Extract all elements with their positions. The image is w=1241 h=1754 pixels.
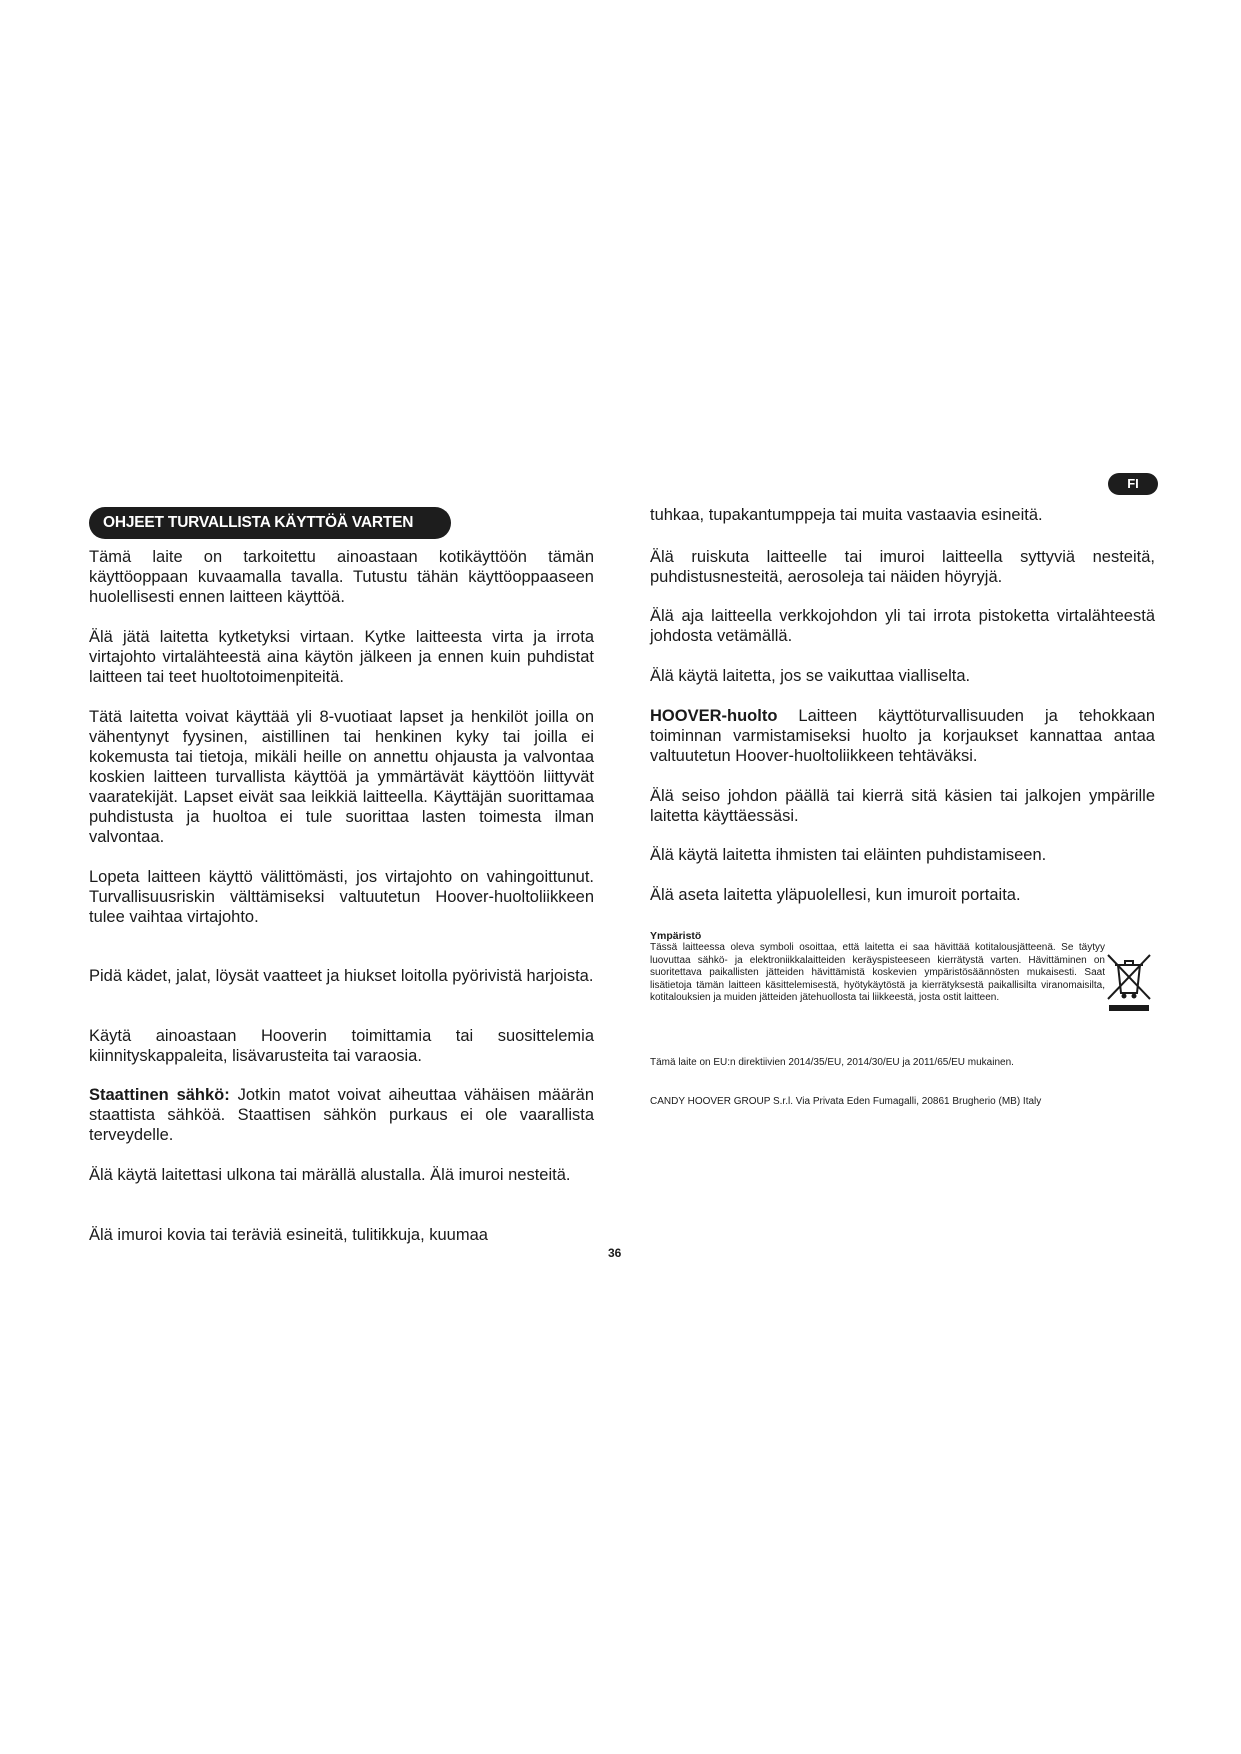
static-text: Jotkin matot voivat aiheuttaa vähäisen määrän staattista sähköä. Staattisen sähkön purkaus ei ole vaarallista terveydelle. — [89, 1086, 594, 1144]
language-badge: FI — [1108, 473, 1158, 495]
page-number: 36 — [608, 1246, 622, 1260]
paragraph-intended-use: Tämä laite on tarkoitettu ainoastaan kotikäyttöön tämän käyttöoppaan kuvaamalla tavalla. Tutustu tähän käyttöoppaaseen huolellisesti ennen laitteen käyttöä. — [89, 548, 594, 606]
paragraph-stairs: Älä aseta laitetta yläpuolellesi, kun imuroit portaita. — [650, 886, 1021, 904]
paragraph-accessories: Käytä ainoastaan Hooverin toimittamia tai suosittelemia kiinnityskappaleita, lisävarusteita tai varaosia. — [89, 1027, 594, 1065]
paragraph-static — [89, 1085, 594, 1145]
paragraph-faulty: Älä käytä laitetta, jos se vaikuttaa vialliselta. — [650, 667, 971, 685]
paragraph-flammable: Älä ruiskuta laitteelle tai imuroi laitteella syttyviä nesteitä, puhdistusnesteitä, aerosoleja tai näiden höyryjä. — [650, 548, 1155, 586]
paragraph-children: Tätä laitetta voivat käyttää yli 8-vuotiaat lapset ja henkilöt joilla on vähentynyt fyysinen, aistillinen tai henkinen kyky tai joilla ei kokemusta tai tietoja, mikäli heille on annettu ohjausta ja valvontaa koskien laitteen turvallista käyttöä ja ymmärtävät käyttöön liittyvät vaaratekijät. Lapset eivät saa leikkiä laitteella. Käyttäjän suorittamaa puhdistusta ja huoltoa ei tule suorittaa lasten toimesta ilman valvontaa. — [89, 708, 594, 846]
paragraph-unplug: Älä jätä laitetta kytketyksi virtaan. Kytke laitteesta virta ja irrota virtajohto virtalähteestä aina käytön jälkeen ja ennen kuin puhdistat laitteen tai teet huoltotoimenpiteitä. — [89, 628, 594, 686]
paragraph-brushes: Pidä kädet, jalat, löysät vaatteet ja hiukset loitolla pyörivistä harjoista. — [89, 967, 594, 985]
company-address: CANDY HOOVER GROUP S.r.l. Via Privata Eden Fumagalli, 20861 Brugherio (MB) Italy — [650, 1096, 1042, 1107]
paragraph-people-animals: Älä käytä laitetta ihmisten tai eläinten puhdistamiseen. — [650, 846, 1047, 864]
paragraph-service — [650, 706, 1155, 766]
section-title: OHJEET TURVALLISTA KÄYTTÖÄ VARTEN — [89, 507, 451, 539]
paragraph-ashes: tuhkaa, tupakantumppeja tai muita vastaavia esineitä. — [650, 506, 1043, 524]
paragraph-outdoors: Älä käytä laitettasi ulkona tai märällä alustalla. Älä imuroi nesteitä. — [89, 1166, 571, 1184]
directive-text: Tämä laite on EU:n direktiivien 2014/35/EU, 2014/30/EU ja 2011/65/EU mukainen. — [650, 1057, 1014, 1068]
static-label: Staattinen sähkö: — [89, 1086, 230, 1104]
environment-title: Ympäristö — [650, 930, 702, 942]
paragraph-cord: Älä aja laitteella verkkojohdon yli tai irrota pistoketta virtalähteestä johdosta vetämällä. — [650, 607, 1155, 645]
paragraph-damaged-cord: Lopeta laitteen käyttö välittömästi, jos virtajohto on vahingoittunut. Turvallisuusriskin välttämiseksi valtuutetun Hoover-huoltoliikkeen tulee vaihtaa virtajohto. — [89, 868, 594, 926]
service-text: Laitteen käyttöturvallisuuden ja tehokkaan toiminnan varmistamiseksi huolto ja korjaukset kannattaa antaa valtuutetun Hoover-huoltoliikkeen tehtäväksi. — [650, 707, 1155, 765]
environment-text: Tässä laitteessa oleva symboli osoittaa, että laitetta ei saa hävittää kotitalousjätteenä. Se täytyy luovuttaa sähkö- ja elektroniikkalaitteiden keräyspisteeseen kierrätystä varten. Hävittäminen on suoritettava paikallisten jätteiden hävittämistä koskevien ympäristösäännösten mukaisesti. Saat lisätietoja tämän laitteen käsittelemisestä, hyötykäytöstä ja kierrätyksestä paikallisilta viranomaisilta, kotitalouksien ja muiden jätteiden jätehuollosta tai liikkeestä, josta ostit laitteen. — [650, 942, 1105, 1003]
paragraph-cord-feet: Älä seiso johdon päällä tai kierrä sitä käsien tai jalkojen ympärille laitetta käyttäessäsi. — [650, 787, 1155, 825]
paragraph-hard-objects: Älä imuroi kovia tai teräviä esineitä, tulitikkuja, kuumaa — [89, 1226, 488, 1244]
service-label: HOOVER-huolto — [650, 707, 778, 725]
weee-bin-icon — [1106, 949, 1152, 1013]
